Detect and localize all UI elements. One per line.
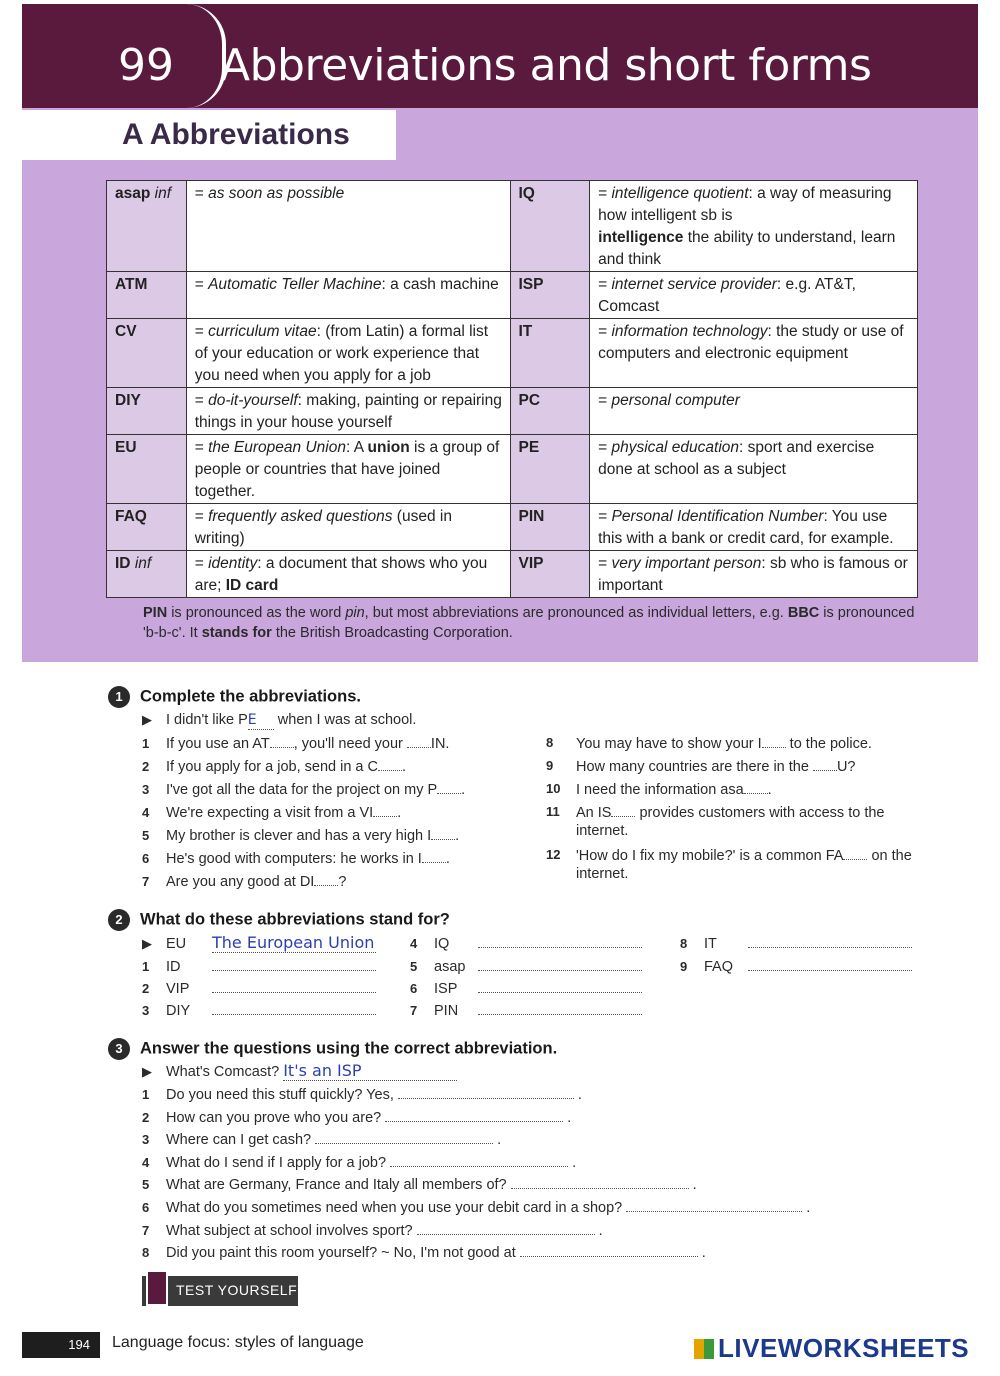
table-row [107,319,918,388]
item-abbr: PIN [434,1003,459,1019]
item-number: 11 [546,804,560,819]
exercise-item [142,1108,571,1127]
item-question: Where can I get cash? [166,1132,316,1149]
exercise-item [142,1085,582,1104]
item-period: . [493,1132,502,1149]
table-row [107,272,918,319]
item-question: What subject at school involves sport? [166,1222,417,1239]
answer-blank[interactable] [398,1085,574,1099]
abbr-term: EU [107,435,187,504]
exercise-1-example [142,711,416,730]
book-icon [146,1270,168,1306]
item-period: . [688,1177,697,1194]
abbr-term: VIP [510,551,590,598]
exercise-item [546,734,926,753]
answer-blank[interactable] [437,780,461,794]
item-number: 6 [142,851,150,866]
unit-header [22,4,978,108]
item-number: 6 [142,1200,150,1215]
item-number: 1 [142,736,150,751]
abbr-term: DIY [107,388,187,435]
exercise-item [142,826,459,845]
answer-blank[interactable] [744,780,768,794]
example-arrow-icon: ▶ [142,1064,152,1079]
item-number: 4 [410,936,418,951]
answer-blank[interactable] [611,803,635,817]
abbr-term: CV [107,319,187,388]
answer-blank[interactable] [762,734,786,748]
item-number: 3 [142,782,150,797]
exercise-3-example [142,1062,457,1081]
exercise-item [142,1175,697,1194]
answer-blank[interactable] [390,1153,568,1167]
exercise-item [142,957,376,976]
item-abbr: IT [704,936,717,952]
example-answer[interactable]: It's an ISP [283,1062,457,1081]
abbr-definition: = internet service provider: e.g. AT&T, Comcast [590,272,918,319]
answer-blank[interactable] [748,934,912,948]
example-arrow-icon: ▶ [142,936,152,951]
exercise-title: Answer the questions using the correct abbreviation. [140,1039,558,1058]
footer-text: Language focus: styles of language [112,1334,364,1351]
item-text: If you apply for a job, send in a C . [166,759,407,775]
test-yourself-button[interactable] [142,1276,298,1306]
exercise-item [546,803,926,840]
exercise-item [142,979,376,998]
exercise-item [142,1001,376,1020]
item-period: . [802,1200,811,1216]
item-abbr: DIY [166,1003,191,1019]
example-arrow-icon: ▶ [142,712,152,727]
abbr-definition: = frequently asked questions (used in writing) [186,504,510,551]
item-number: 8 [680,936,688,951]
exercise-item [410,934,642,953]
item-number: 3 [142,1132,150,1148]
answer-blank[interactable] [478,979,642,993]
answer-blank[interactable] [212,957,376,971]
item-number: 4 [142,805,150,820]
item-number: 12 [546,847,561,862]
item-question: What do you sometimes need when you use your debit card in a shop? [166,1200,627,1216]
exercise-item [142,1243,706,1262]
item-text: How many countries are there in the U? [576,759,856,775]
table-row [107,181,918,272]
exercise-title: What do these abbreviations stand for? [140,910,450,929]
exercise-item [142,1130,501,1149]
liveworksheets-logo [694,1333,969,1364]
item-number: 4 [142,1154,150,1170]
abbr-definition: = intelligence quotient: a way of measuring how intelligent sb is intelligence the ability to understand, learn and think [590,181,918,272]
item-abbr: ID [166,959,181,975]
answer-blank[interactable] [478,957,642,971]
exercise-item [142,780,465,799]
exercise-item [410,1001,642,1020]
example-text: I didn't like P [166,712,248,728]
exercise-item [142,757,406,776]
item-text: I need the information asa . [576,782,772,798]
test-yourself-label: TEST YOURSELF [176,1282,298,1298]
answer-blank[interactable] [407,734,431,748]
exercise-item [142,849,450,868]
abbr-term: IT [510,319,590,388]
exercise-item [142,1198,810,1217]
exercise-2-example [142,934,376,953]
abbr-definition: = Personal Identification Number: You use this with a bank or credit card, for example. [590,504,918,551]
exercise-item [410,957,642,976]
answer-blank[interactable] [431,826,455,840]
exercise-item [680,934,912,953]
abbr-definition: = personal computer [590,388,918,435]
table-row [107,504,918,551]
answer-blank[interactable] [385,1108,563,1122]
unit-title: Abbreviations and short forms [220,40,872,91]
item-abbr: VIP [166,981,190,997]
answer-blank[interactable] [417,1221,595,1235]
item-number: 5 [142,828,150,843]
exercise-title: Complete the abbreviations. [140,687,361,706]
item-question: How can you prove who you are? [166,1109,386,1126]
item-number: 8 [142,1245,150,1261]
item-period: . [594,1222,603,1239]
item-number: 6 [410,981,418,996]
answer-blank[interactable] [212,979,376,993]
example-answer[interactable]: The European Union [212,933,375,952]
logo-icon [694,1339,714,1359]
item-number: 1 [142,959,150,974]
item-number: 5 [410,959,418,974]
answer-blank[interactable] [378,757,402,771]
abbr-definition: = curriculum vitae: (from Latin) a formal list of your education or work experience that you need when you apply for a job [186,319,510,388]
answer-blank[interactable] [520,1243,698,1257]
answer-blank[interactable] [511,1175,689,1189]
exercise-item [546,757,926,776]
abbr-term: FAQ [107,504,187,551]
exercise-item [142,734,449,753]
example-question: What's Comcast? [166,1064,280,1080]
abbr-definition: = Automatic Teller Machine: a cash machine [186,272,510,319]
example-abbr: EU [166,936,187,952]
abbr-term: ISP [510,272,590,319]
abbr-term: PIN [510,504,590,551]
logo-text: LIVEWORKSHEETS [718,1333,970,1363]
pronunciation-note: PIN is pronounced as the word pin, but most abbreviations are pronounced as individual letters, e.g. BBC is pronounced 'b-b-c'. It stands for the British Broadcasting Corporation. [143,605,915,641]
item-question: Did you paint this room yourself? ~ No, I'm not good at [166,1245,520,1262]
exercise-item [410,979,642,998]
answer-blank[interactable] [843,846,867,860]
abbreviations-table [106,180,918,598]
exercise-item [546,780,926,799]
item-abbr: ISP [434,981,458,997]
exercise-3-heading [108,1038,557,1060]
item-abbr: asap [434,959,466,975]
item-text: He's good with computers: he works in I . [166,851,450,867]
abbr-term: ID inf [107,551,187,598]
exercise-number-badge: 1 [108,686,130,708]
answer-blank[interactable] [212,1001,376,1015]
table-row [107,435,918,504]
answer-blank[interactable] [478,1001,642,1015]
item-number: 7 [410,1003,418,1018]
example-answer[interactable]: E [248,711,274,730]
exercise-2-heading [108,909,450,931]
abbr-definition: = very important person: sb who is famous or important [590,551,918,598]
item-text: An IS provides customers with access to the internet. [576,805,885,839]
item-number: 3 [142,1003,150,1018]
item-period: . [568,1154,577,1171]
item-number: 7 [142,874,150,889]
item-number: 7 [142,1222,150,1238]
item-text: You may have to show your I to the police. [576,736,872,752]
item-number: 1 [142,1087,150,1102]
item-text: My brother is clever and has a very high I . [166,828,460,844]
item-number: 8 [546,735,554,750]
exercise-number-badge: 2 [108,909,130,931]
abbr-term: PC [510,388,590,435]
exercise-item [142,872,346,891]
item-period: . [563,1109,572,1126]
item-question: Do you need this stuff quickly? Yes, [166,1087,398,1103]
exercise-item [142,803,401,822]
section-a-title: A Abbreviations [22,110,396,160]
item-text: I've got all the data for the project on my P . [166,782,466,798]
item-number: 2 [142,759,150,774]
abbr-definition: = the European Union: A union is a group of people or countries that have joined together. [186,435,510,504]
item-number: 9 [680,959,688,974]
item-number: 5 [142,1177,150,1193]
exercise-item [142,1153,576,1172]
exercise-item [142,1221,603,1240]
item-number: 10 [546,781,561,796]
answer-blank[interactable] [478,934,642,948]
item-text: 'How do I fix my mobile?' is a common FA on the internet. [576,848,912,882]
abbr-definition: = as soon as possible [186,181,510,272]
abbr-term: asap inf [107,181,187,272]
abbr-definition: = physical education: sport and exercise done at school as a subject [590,435,918,504]
item-number: 2 [142,981,150,996]
answer-blank[interactable] [315,1130,493,1144]
exercise-item [680,957,912,976]
answer-blank[interactable] [748,957,912,971]
exercise-number-badge: 3 [108,1038,130,1060]
answer-blank[interactable] [813,757,837,771]
abbr-term: ATM [107,272,187,319]
answer-blank[interactable] [373,803,397,817]
item-text: If you use an AT , you'll need your IN. [166,736,450,752]
item-number: 9 [546,758,554,773]
answer-blank[interactable] [626,1198,802,1212]
unit-number: 99 [118,40,174,91]
table-row [107,388,918,435]
item-question: What do I send if I apply for a job? [166,1154,391,1171]
item-period: . [697,1245,706,1262]
item-period: . [573,1087,582,1103]
exercise-1-heading [108,686,361,708]
abbr-definition: = identity: a document that shows who you are; ID card [186,551,510,598]
table-row [107,551,918,598]
item-text: Are you any good at DI ? [166,874,347,890]
abbr-term: IQ [510,181,590,272]
answer-blank[interactable] [314,872,338,886]
answer-blank[interactable] [270,734,294,748]
abbr-definition: = do-it-yourself: making, painting or repairing things in your house yourself [186,388,510,435]
abbr-definition: = information technology: the study or use of computers and electronic equipment [590,319,918,388]
example-text-end: when I was at school. [273,712,417,728]
item-text: We're expecting a visit from a VI . [166,805,402,821]
page-number: 194 [22,1332,100,1358]
item-question: What are Germany, France and Italy all members of? [166,1177,511,1194]
item-abbr: IQ [434,936,450,952]
exercise-item [546,846,926,883]
item-number: 2 [142,1109,150,1125]
item-abbr: FAQ [704,959,734,975]
abbr-term: PE [510,435,590,504]
answer-blank[interactable] [422,849,446,863]
